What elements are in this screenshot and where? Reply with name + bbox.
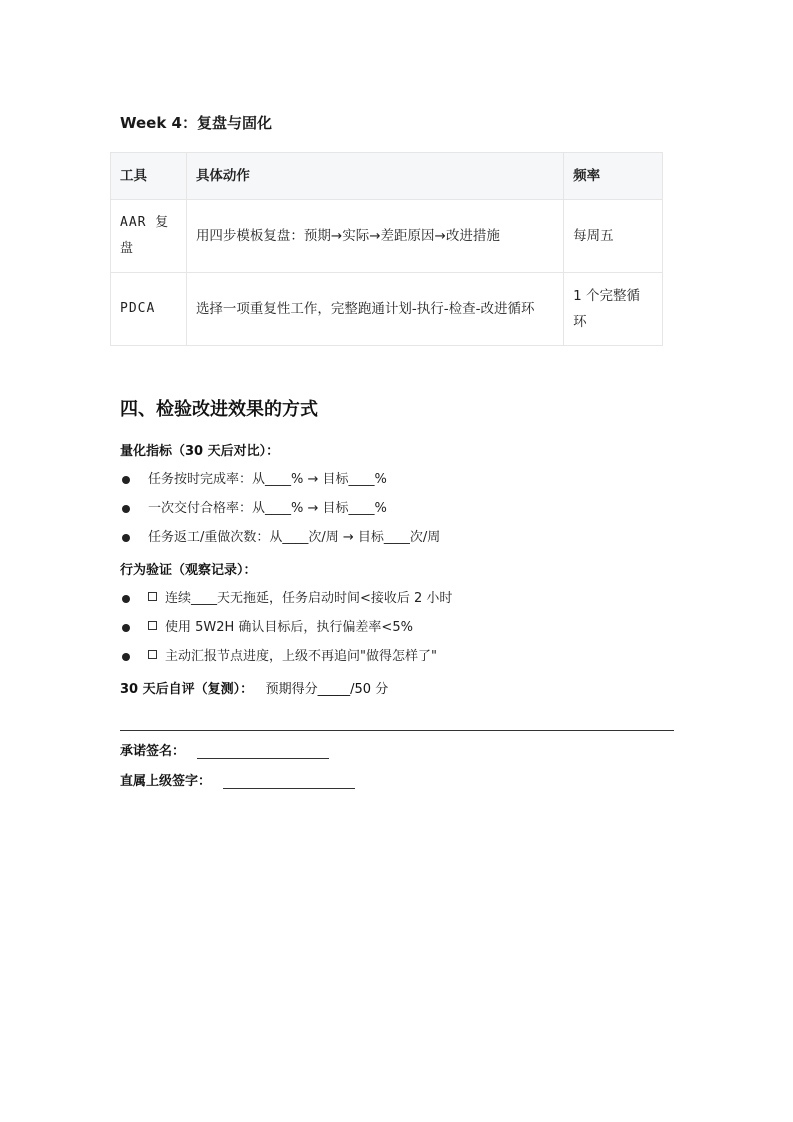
section4-heading: 四、检验改进效果的方式 [120,399,318,420]
supervisor-signature-label: 直属上级签字： [120,774,212,789]
cell-tool: PDCA [111,273,187,346]
document-page: Week 4：复盘与固化 工具 具体动作 频率 AAR 复盘 用四步模板复盘：预期→实际→差距原因→改进措施 每周五 PDCA 选择一项重复性工作，完整跑通计划-执行-检查-改进循环 1 个完整循环 四、检验改进效果的方式 量化指标（30 天后对比）： 任务按时完成率：从____% → 目标____% 一次交付合格率：从____% → 目标____% 任务返工/重做次数：从____次/周 → 目标____次/周 行为验证（观察记录）： 连续____天无拖延，任务启动时间<接收后 2 小时 使用 5W2H 确认目标后，执行偏差率<5% 主动汇报节点进度，上级不再追问"做得怎样了" 30 天后自评（复测）： 预期得分_____/50 分 承诺签名： 直属上级签字： [0,0,793,1122]
cell-action: 选择一项重复性工作，完整跑通计划-执行-检查-改进循环 [186,273,563,346]
checkbox-icon[interactable] [148,621,157,630]
table-row [111,200,663,273]
bullet-icon [122,624,130,632]
divider [120,730,674,731]
header-tool: 工具 [111,153,187,200]
cell-tool: AAR 复盘 [111,200,187,273]
self-eval-score: 预期得分_____/50 分 [265,682,389,697]
bullet-icon [122,534,130,542]
self-eval-label: 30 天后自评（复测）： [120,682,254,697]
cell-action: 用四步模板复盘：预期→实际→差距原因→改进措施 [186,200,563,273]
supervisor-signature [120,770,355,789]
checkbox-icon[interactable] [148,650,157,659]
header-action: 具体动作 [186,153,563,200]
commit-signature-line[interactable] [197,744,329,759]
tools-table [110,152,663,346]
week4-heading: Week 4：复盘与固化 [120,114,272,132]
bullet-icon [122,476,130,484]
bullet-icon [122,505,130,513]
commit-signature [120,740,329,759]
header-frequency: 频率 [564,153,663,200]
table-header-row [111,153,663,200]
behavior-label: 行为验证（观察记录）： [120,563,257,578]
table-row [111,273,663,346]
quant-label: 量化指标（30 天后对比）： [120,444,280,459]
cell-frequency: 1 个完整循环 [564,273,663,346]
bullet-icon [122,595,130,603]
supervisor-signature-line[interactable] [223,774,355,789]
checkbox-icon[interactable] [148,592,157,601]
self-eval [120,678,388,697]
bullet-icon [122,653,130,661]
cell-frequency: 每周五 [564,200,663,273]
commit-signature-label: 承诺签名： [120,744,186,759]
